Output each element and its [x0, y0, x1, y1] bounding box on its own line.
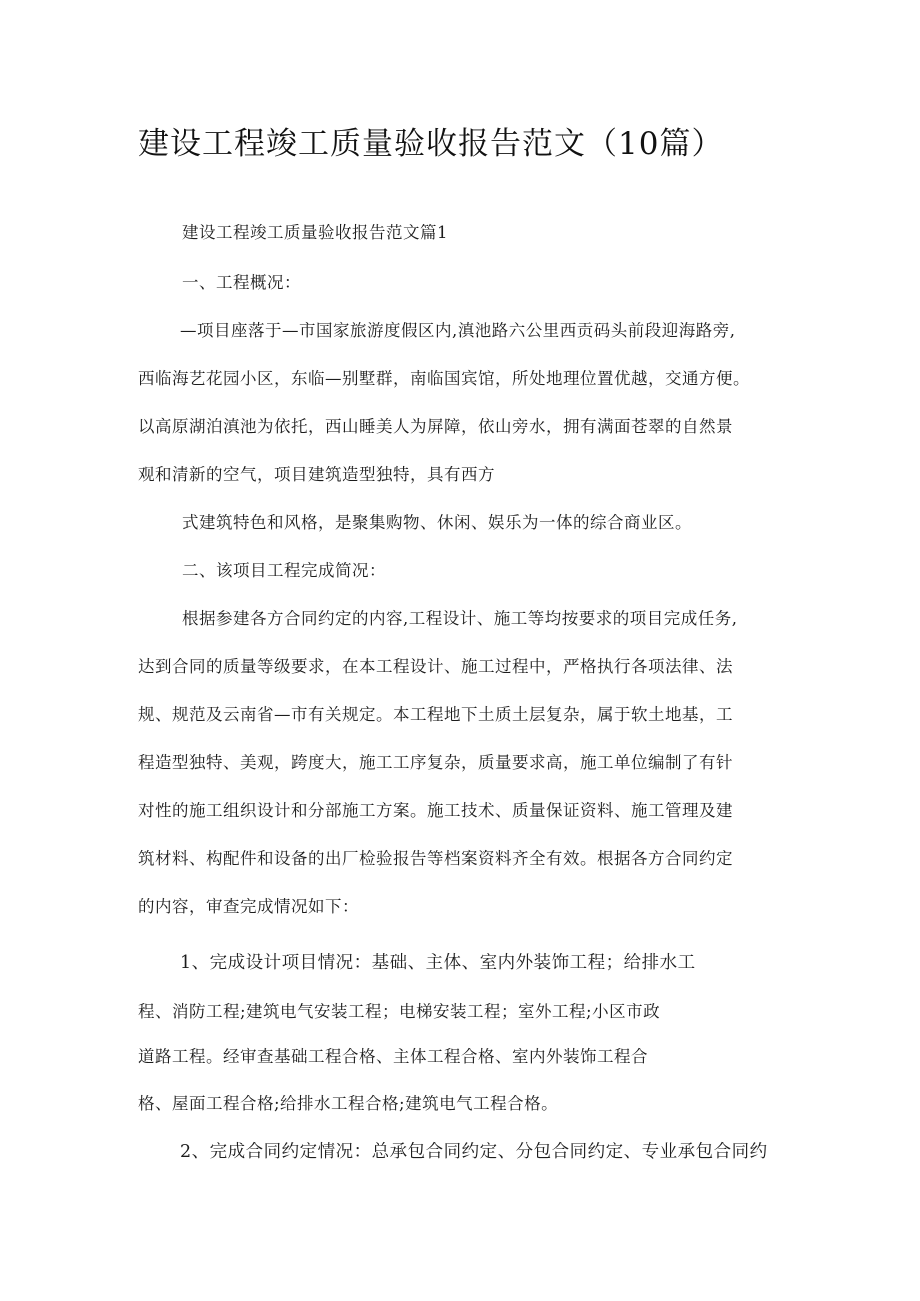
- paragraph-line: 程、消防工程;建筑电气安装工程；电梯安装工程；室外工程;小区市政: [138, 1002, 661, 1021]
- list-item-contract-agreements: 2、完成合同约定情况：总承包合同约定、分包合同约定、专业承包合同约: [180, 1142, 768, 1162]
- paragraph-line: —项目座落于—市国家旅游度假区内,滇池路六公里西贡码头前段迎海路旁,: [180, 321, 736, 340]
- paragraph-line: 规、规范及云南省—市有关规定。本工程地下土质土层复杂，属于软土地基，工: [138, 705, 733, 724]
- paragraph-line: 对性的施工组织设计和分部施工方案。施工技术、质量保证资料、施工管理及建: [138, 801, 733, 820]
- paragraph-line: 式建筑特色和风格，是聚集购物、休闲、娱乐为一体的综合商业区。: [182, 513, 692, 532]
- heading-project-overview: 一、工程概况：: [182, 273, 301, 292]
- paragraph-line: 西临海艺花园小区，东临—别墅群，南临国宾馆，所处地理位置优越，交通方便。: [138, 369, 750, 388]
- paragraph-line: 筑材料、构配件和设备的出厂检验报告等档案资料齐全有效。根据各方合同约定: [138, 849, 733, 868]
- section-heading-piece-1: 建设工程竣工质量验收报告范文篇1: [182, 223, 448, 242]
- paragraph-line: 的内容，审查完成情况如下：: [138, 897, 359, 916]
- paragraph-line: 以高原湖泊滇池为依托，西山睡美人为屏障，依山旁水，拥有满面苍翠的自然景: [138, 417, 733, 436]
- paragraph-line: 格、屋面工程合格;给排水工程合格;建筑电气工程合格。: [138, 1094, 559, 1113]
- paragraph-line: 达到合同的质量等级要求，在本工程设计、施工过程中，严格执行各项法律、法: [138, 657, 733, 676]
- paragraph-line: 程造型独特、美观，跨度大，施工工序复杂，质量要求高，施工单位编制了有针: [138, 753, 733, 772]
- paragraph-line: 观和清新的空气，项目建筑造型独特，具有西方: [138, 465, 495, 484]
- list-item-design-projects: 1、完成设计项目情况：基础、主体、室内外装饰工程；给排水工: [180, 953, 696, 973]
- document-title: 建设工程竣工质量验收报告范文（10篇）: [138, 126, 724, 162]
- paragraph-line: 道路工程。经审查基础工程合格、主体工程合格、室内外装饰工程合: [138, 1047, 648, 1066]
- heading-completion-summary: 二、该项目工程完成简况：: [182, 561, 386, 580]
- paragraph-line: 根据参建各方合同约定的内容,工程设计、施工等均按要求的项目完成任务,: [182, 609, 738, 628]
